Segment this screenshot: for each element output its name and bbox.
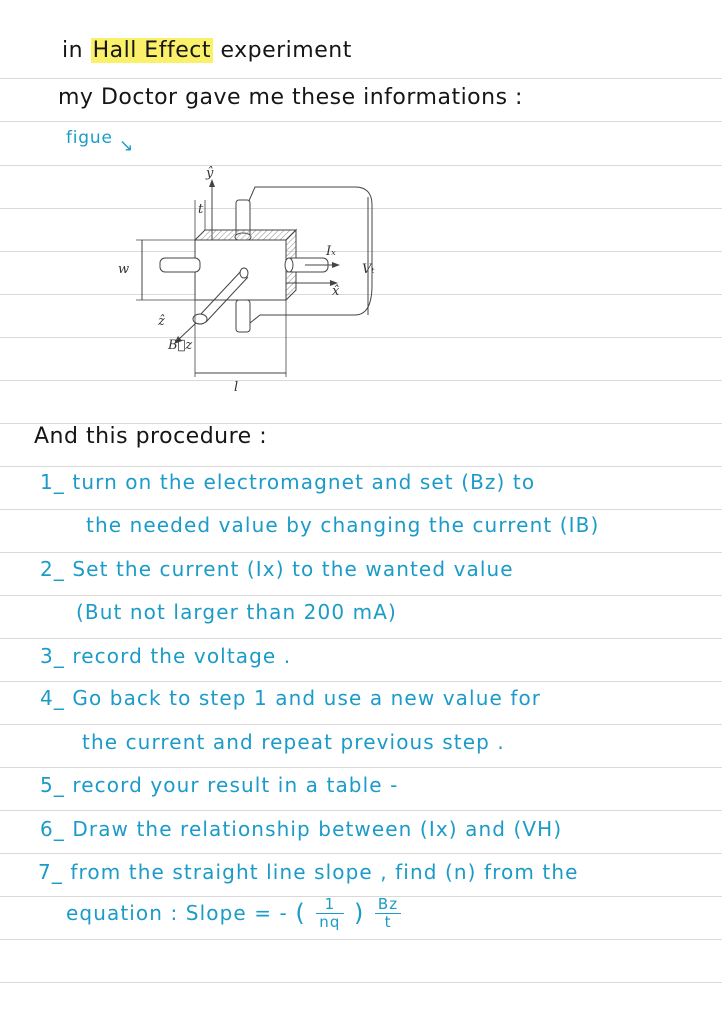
figure-caption [66,128,134,156]
ruled-line [0,724,722,725]
equation-lead: equation : Slope = - [66,901,288,925]
bottom-probe [236,300,250,332]
label-vh: Vₜ [362,262,375,277]
ruled-line [0,982,722,983]
equation-open-paren: ( [295,899,306,927]
highlighted-term: Hall Effect [92,38,211,63]
label-ix: Iₓ [326,244,336,259]
step-3: 3_ record the voltage . [40,644,292,668]
step-2-line-1: 2_ Set the current (Ix) to the wanted value [40,557,514,581]
ruled-line [0,121,722,122]
procedure-heading: And this procedure : [34,424,268,449]
ruled-line [0,939,722,940]
step-7-line-1: 7_ from the straight line slope , find (n) from the [38,860,579,884]
step-1-line-1: 1_ turn on the electromagnet and set (Bz) to [40,470,536,494]
figure-caption-text: figue [66,128,113,148]
equation-close-paren: ) [353,899,365,927]
label-l: l [234,380,239,395]
equation-fraction-2 [375,896,401,930]
ruled-line [0,853,722,854]
slab-top-face [195,230,296,240]
label-w: w [118,262,130,277]
left-current-lead [160,258,200,272]
ruled-line [0,681,722,682]
fraction-2-numerator: Bz [375,896,401,914]
fraction-1-numerator: 1 [316,896,343,914]
ruled-line [0,638,722,639]
fraction-2-denominator: t [384,912,392,931]
step-5: 5_ record your result in a table - [40,773,399,797]
ruled-line [0,78,722,79]
ruled-line [0,466,722,467]
step-2-line-2: (But not larger than 200 mA) [76,600,397,624]
ruled-line [0,509,722,510]
step-1-line-2: the needed value by changing the current (IB) [86,513,600,537]
intro-prefix: in [62,38,84,63]
intro-line-2: my Doctor gave me these informations : [58,85,523,110]
step-4-line-1: 4_ Go back to step 1 and use a new value for [40,686,542,710]
label-bz: B⃗z [168,338,193,353]
label-z: ẑ [158,314,165,329]
fraction-1-denominator: nq [319,912,341,931]
ruled-line [0,552,722,553]
step-6: 6_ Draw the relationship between (Ix) and (VH) [40,817,563,841]
hall-effect-svg [100,165,400,395]
equation-fraction-1 [316,896,343,930]
ix-arrowhead [332,262,340,268]
label-t: t [198,202,204,217]
right-lead-cap [285,258,293,272]
intro-suffix: experiment [220,38,352,63]
ruled-line [0,767,722,768]
arrow-icon: ↘ [118,136,134,156]
equation-line [66,896,404,930]
label-y: ŷ [206,166,214,181]
label-x: x̂ [332,284,340,299]
step-4-line-2: the current and repeat previous step . [82,730,505,754]
intro-line-1 [62,40,352,62]
ruled-line [0,595,722,596]
hall-effect-diagram [100,165,400,395]
ruled-line [0,810,722,811]
bz-rod-end [240,268,248,278]
